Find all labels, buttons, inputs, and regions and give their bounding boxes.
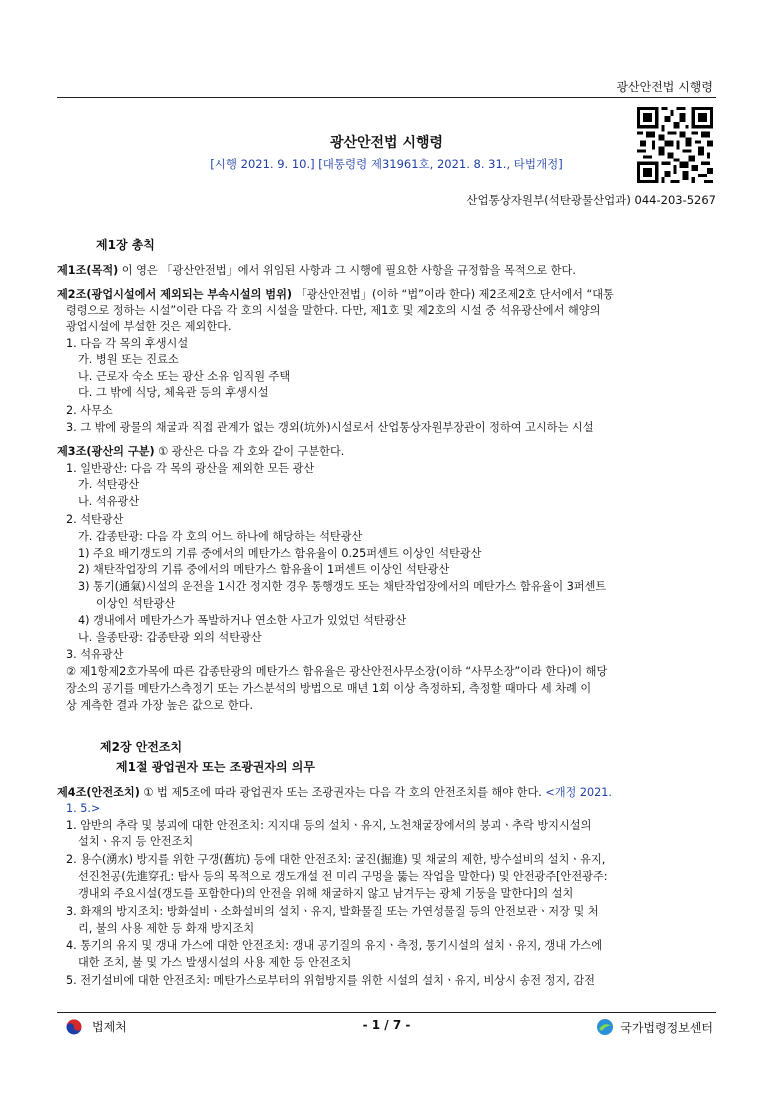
footer-rule [57,1012,716,1013]
article-3-item-2: 2. 석탄광산 [66,513,124,526]
article-3-number: 제3조(광산의 구분) [57,445,155,458]
article-3-para-2-line-1: ② 제1항제2호가목에 따른 갑종탄광의 메탄가스 함유율은 광산안전사무소장(이하 “사무소장”이라 한다)이 해당 [66,665,608,678]
article-4-item-4-line-2: 대한 조치, 불 및 가스 발생시설의 사용 제한 등 안전조치 [78,956,352,969]
article-2-item-1: 1. 다음 각 목의 후생시설 [66,337,189,350]
article-4-item-2-line-1: 2. 용수(湧水) 방지를 위한 구갱(舊坑) 등에 대한 안전조치: 굴진(掘進) 및 채굴의 제한, 방수설비의 설치ㆍ유지, [66,853,606,866]
article-2-item-1-c: 다. 그 밖에 식당, 체육관 등의 후생시설 [78,386,269,399]
running-header-title: 광산안전법 시행령 [616,80,713,94]
ministry-contact: 산업통상자원부(석탄광물산업과) 044-203-5267 [466,193,716,207]
article-1 [57,263,576,278]
article-3-item-1: 1. 일반광산: 다음 각 목의 광산을 제외한 모든 광산 [66,462,315,475]
chapter-2-heading: 제2장 안전조치 [100,740,183,754]
article-4-item-3-line-1: 3. 화재의 방지조치: 방화설비ㆍ소화설비의 설치ㆍ유지, 발화물질 또는 가연성물질 등의 안전보관ㆍ저장 및 처 [66,905,599,918]
article-4-item-2-line-2: 선진천공(先進穿孔: 탐사 등의 목적으로 갱도개설 전 미리 구멍을 뚫는 작업을 말한다) 및 안전광주[안전광주: [78,870,608,883]
article-2-line-2: 령령으로 정하는 시설”이란 다음 각 호의 시설을 말한다. 다만, 제1호 및 제2호의 시설 중 석유광산에서 해양의 [66,304,601,317]
header-rule [57,97,716,98]
article-3-sub-1: 1) 주요 배기갱도의 기류 중에서의 메탄가스 함유율이 0.25퍼센트 이상인 석탄광산 [78,547,482,560]
article-4-item-2-line-3: 갱내외 주요시설(갱도를 포함한다)의 안전을 위해 채굴하지 않고 남겨두는 광체 기둥을 말한다]의 설치 [78,887,574,900]
chapter-1-heading: 제1장 총칙 [96,238,155,252]
article-4-item-4-line-1: 4. 통기의 유지 및 갱내 가스에 대한 안전조치: 갱내 공기질의 유지ㆍ측정, 통기시설의 설치ㆍ유지, 갱내 가스에 [66,939,603,952]
revision-note-date[interactable]: 1. 5.> [66,802,101,815]
article-2-number: 제2조(광업시설에서 제외되는 부속시설의 범위) [57,288,293,301]
article-2-item-3: 3. 그 밖에 광물의 채굴과 직접 관계가 없는 갱외(坑外)시설로서 산업통상자원부장관이 정하여 고시하는 시설 [66,421,594,434]
section-1-heading: 제1절 광업권자 또는 조광권자의 의무 [116,760,315,774]
article-4-number: 제4조(안전조치) [57,786,140,799]
article-3-para-2-line-3: 상 계측한 결과 가장 높은 값으로 한다. [66,699,254,712]
document-title: 광산안전법 시행령 [329,135,444,151]
article-4-item-1-line-2: 설치ㆍ유지 등 안전조치 [78,835,194,848]
law-center-logo-icon [596,1018,614,1036]
article-3-item-2-b: 나. 을종탄광: 갑종탄광 외의 석탄광산 [78,631,262,644]
article-4-text: ① 법 제5조에 따라 광업권자 또는 조광권자는 다음 각 호의 안전조치를 해야 한다. [139,786,546,799]
article-3-sub-3-line-2: 이상인 석탄광산 [96,597,176,610]
article-4-item-5-line-1: 5. 전기설비에 대한 안전조치: 메탄가스로부터의 위험방지를 위한 시설의 설치ㆍ유지, 비상시 송전 정지, 감전 [66,974,595,987]
revision-note[interactable]: <개정 2021. [545,786,612,799]
article-3-sub-3-line-1: 3) 통기(通氣)시설의 운전을 1시간 정지한 경우 통행갱도 또는 채탄작업장에서의 메탄가스 함유율이 3퍼센트 [78,580,607,593]
article-2-item-1-a: 가. 병원 또는 진료소 [78,353,179,366]
article-3-item-2-a: 가. 갑종탄광: 다음 각 호의 어느 하나에 해당하는 석탄광산 [78,530,363,543]
footer-center-name: 국가법령정보센터 [620,1020,713,1035]
article-2-item-2: 2. 사무소 [66,404,113,417]
article-4-line-1 [57,785,612,800]
article-3-item-1-b: 나. 석유광산 [78,495,140,508]
article-3-para-2-line-2: 장소의 공기를 메탄가스측정기 또는 가스분석의 방법으로 매년 1회 이상 측정하되, 측정할 때마다 세 차례 이 [66,682,592,695]
article-4-item-3-line-2: 리, 불의 사용 제한 등 화재 방지조치 [78,922,255,935]
footer-right [596,1018,713,1036]
article-1-number: 제1조(목적) [57,264,119,277]
article-3-sub-2: 2) 채탄작업장의 기류 중에서의 메탄가스 함유율이 1퍼센트 이상인 석탄광산 [78,563,450,576]
article-3-item-1-a: 가. 석탄광산 [78,478,140,491]
article-2-item-1-b: 나. 근로자 숙소 또는 광산 소유 임직원 주택 [78,370,291,383]
footer-agency-name: 법제처 [92,1020,127,1034]
article-3-line-1 [57,444,344,459]
article-3-item-3: 3. 석유광산 [66,648,124,661]
article-2-line-1 [57,287,614,302]
article-3-text: ① 광산은 다음 각 호와 같이 구분한다. [154,445,345,458]
article-1-text: 이 영은 「광산안전법」에서 위임된 사항과 그 시행에 필요한 사항을 규정함을 목적으로 한다. [118,264,576,277]
enforcement-info: [시행 2021. 9. 10.] [대통령령 제31961호, 2021. 8. 31., 타법개정] [210,157,563,171]
article-3-sub-4: 4) 갱내에서 메탄가스가 폭발하거나 연소한 사고가 있었던 석탄광산 [78,614,407,627]
article-2-line-3: 광업시설에 부설한 것은 제외한다. [66,320,232,333]
article-2-text: 「광산안전법」(이하 “법”이라 한다) 제2조제2호 단서에서 “대통 [292,288,614,301]
article-4-item-1-line-1: 1. 암반의 추락 및 붕괴에 대한 안전조치: 지지대 등의 설치ㆍ유지, 노천채굴장에서의 붕괴ㆍ추락 방지시설의 [66,819,592,832]
page-number: - 1 / 7 - [362,1018,411,1032]
